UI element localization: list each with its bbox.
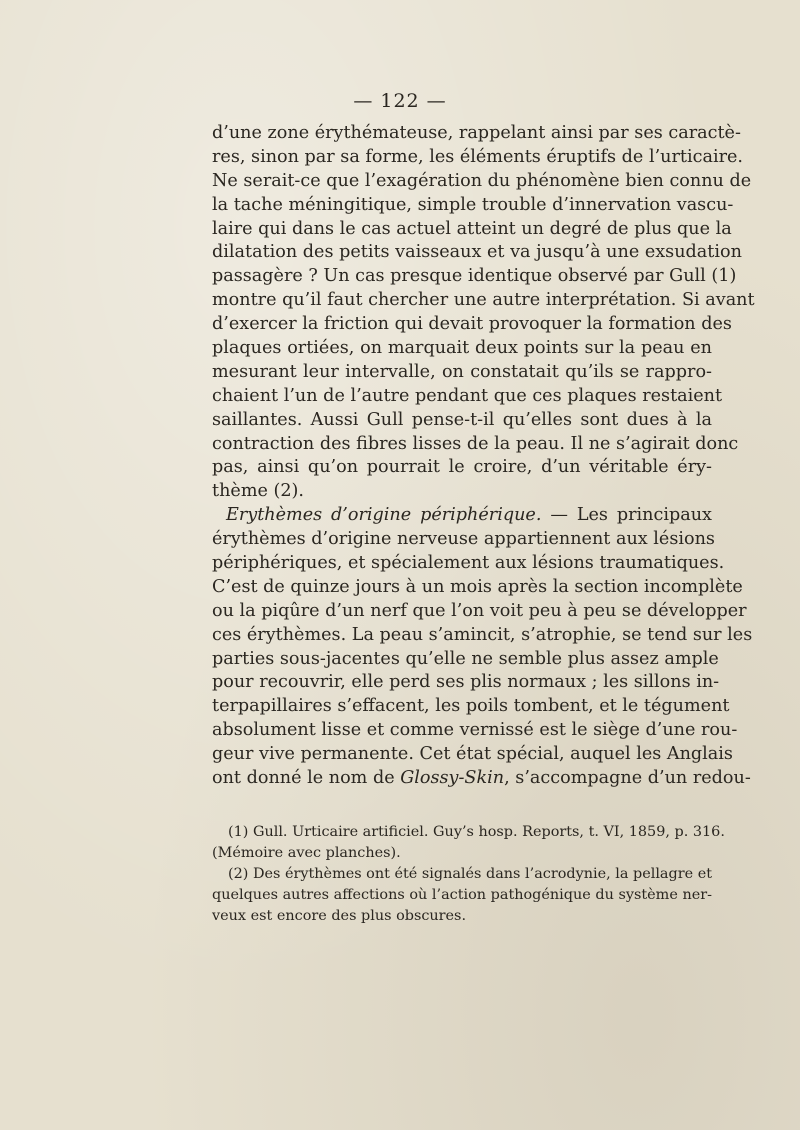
text-line: d’une zone érythémateuse, rappelant ainsi par ses caractè-: [212, 123, 741, 143]
text-line: pas, ainsi qu’on pourrait le croire, d’un véritable éry-: [212, 457, 712, 478]
text-line: C’est de quinze jours à un mois après la section incomplète: [212, 576, 743, 597]
footnote-1: (1) Gull. Urticaire artificiel. Guy’s hosp. Reports, t. VI, 1859, p. 316.: [228, 824, 725, 840]
glossy-skin-term: Glossy-Skin: [400, 768, 505, 789]
text-line: terpapillaires s’effacent, les poils tombent, et le tégument: [212, 696, 730, 717]
text-line: d’exercer la friction qui devait provoquer la formation des: [212, 314, 732, 335]
footnote-1-cont: (Mémoire avec planches).: [212, 845, 401, 861]
text-line: mesurant leur intervalle, on constatait qu’ils se rappro-: [212, 361, 712, 382]
text-line: chaient l’un de l’autre pendant que ces plaques restaient: [212, 385, 723, 406]
glossy-post: , s’accompagne d’un redou-: [504, 768, 751, 789]
text-line: res, sinon par sa forme, les éléments éruptifs de l’urticaire.: [212, 146, 743, 167]
text-line: [212, 767, 751, 791]
footnotes: [212, 822, 725, 927]
text-line: saillantes. Aussi Gull pense-t-il qu’elles sont dues à la: [212, 409, 712, 430]
footnote-2: (2) Des érythèmes ont été signalés dans l’acrodynie, la pellagre et: [228, 866, 712, 882]
section-heading: Erythèmes d’origine périphérique.: [226, 505, 542, 526]
section-heading-continuation: — Les principaux: [541, 505, 712, 526]
text-line: pour recouvrir, elle perd ses plis normaux ; les sillons in-: [212, 672, 720, 693]
text-line: thème (2).: [212, 481, 305, 502]
footnote-2-cont: quelques autres affections où l’action pathogénique du système ner-: [212, 887, 712, 903]
glossy-pre: ont donné le nom de: [212, 768, 401, 789]
text-line: dilatation des petits vaisseaux et va jusqu’à une exsudation: [212, 242, 742, 263]
text-line: parties sous-jacentes qu’elle ne semble plus assez ample: [212, 648, 719, 669]
text-line: laire qui dans le cas actuel atteint un degré de plus que la: [212, 218, 732, 239]
text-line: la tache méningitique, simple trouble d’innervation vascu-: [212, 194, 734, 215]
body-text: [212, 122, 755, 791]
text-line: ou la piqûre d’un nerf que l’on voit peu à peu se développer: [212, 600, 747, 621]
text-line: passagère ? Un cas presque identique observé par Gull (1): [212, 266, 737, 287]
text-line: ces érythèmes. La peau s’amincit, s’atrophie, se tend sur les: [212, 624, 753, 645]
text-line: absolument lisse et comme vernissé est le siège d’une rou-: [212, 720, 738, 741]
text-line: Ne serait-ce que l’exagération du phénomène bien connu de: [212, 170, 752, 191]
text-line: geur vive permanente. Cet état spécial, auquel les Anglais: [212, 744, 733, 765]
text-line: montre qu’il faut chercher une autre interprétation. Si avant: [212, 290, 755, 311]
text-line: plaques ortiées, on marquait deux points sur la peau en: [212, 338, 712, 359]
text-line: contraction des fibres lisses de la peau. Il ne s’agirait donc: [212, 433, 739, 454]
text-line: érythèmes d’origine nerveuse appartiennent aux lésions: [212, 529, 715, 550]
section-heading-line: [212, 504, 712, 528]
footnote-2-cont: veux est encore des plus obscures.: [212, 908, 467, 924]
page-number: — 122 —: [353, 90, 447, 112]
text-line: périphériques, et spécialement aux lésions traumatiques.: [212, 553, 725, 574]
